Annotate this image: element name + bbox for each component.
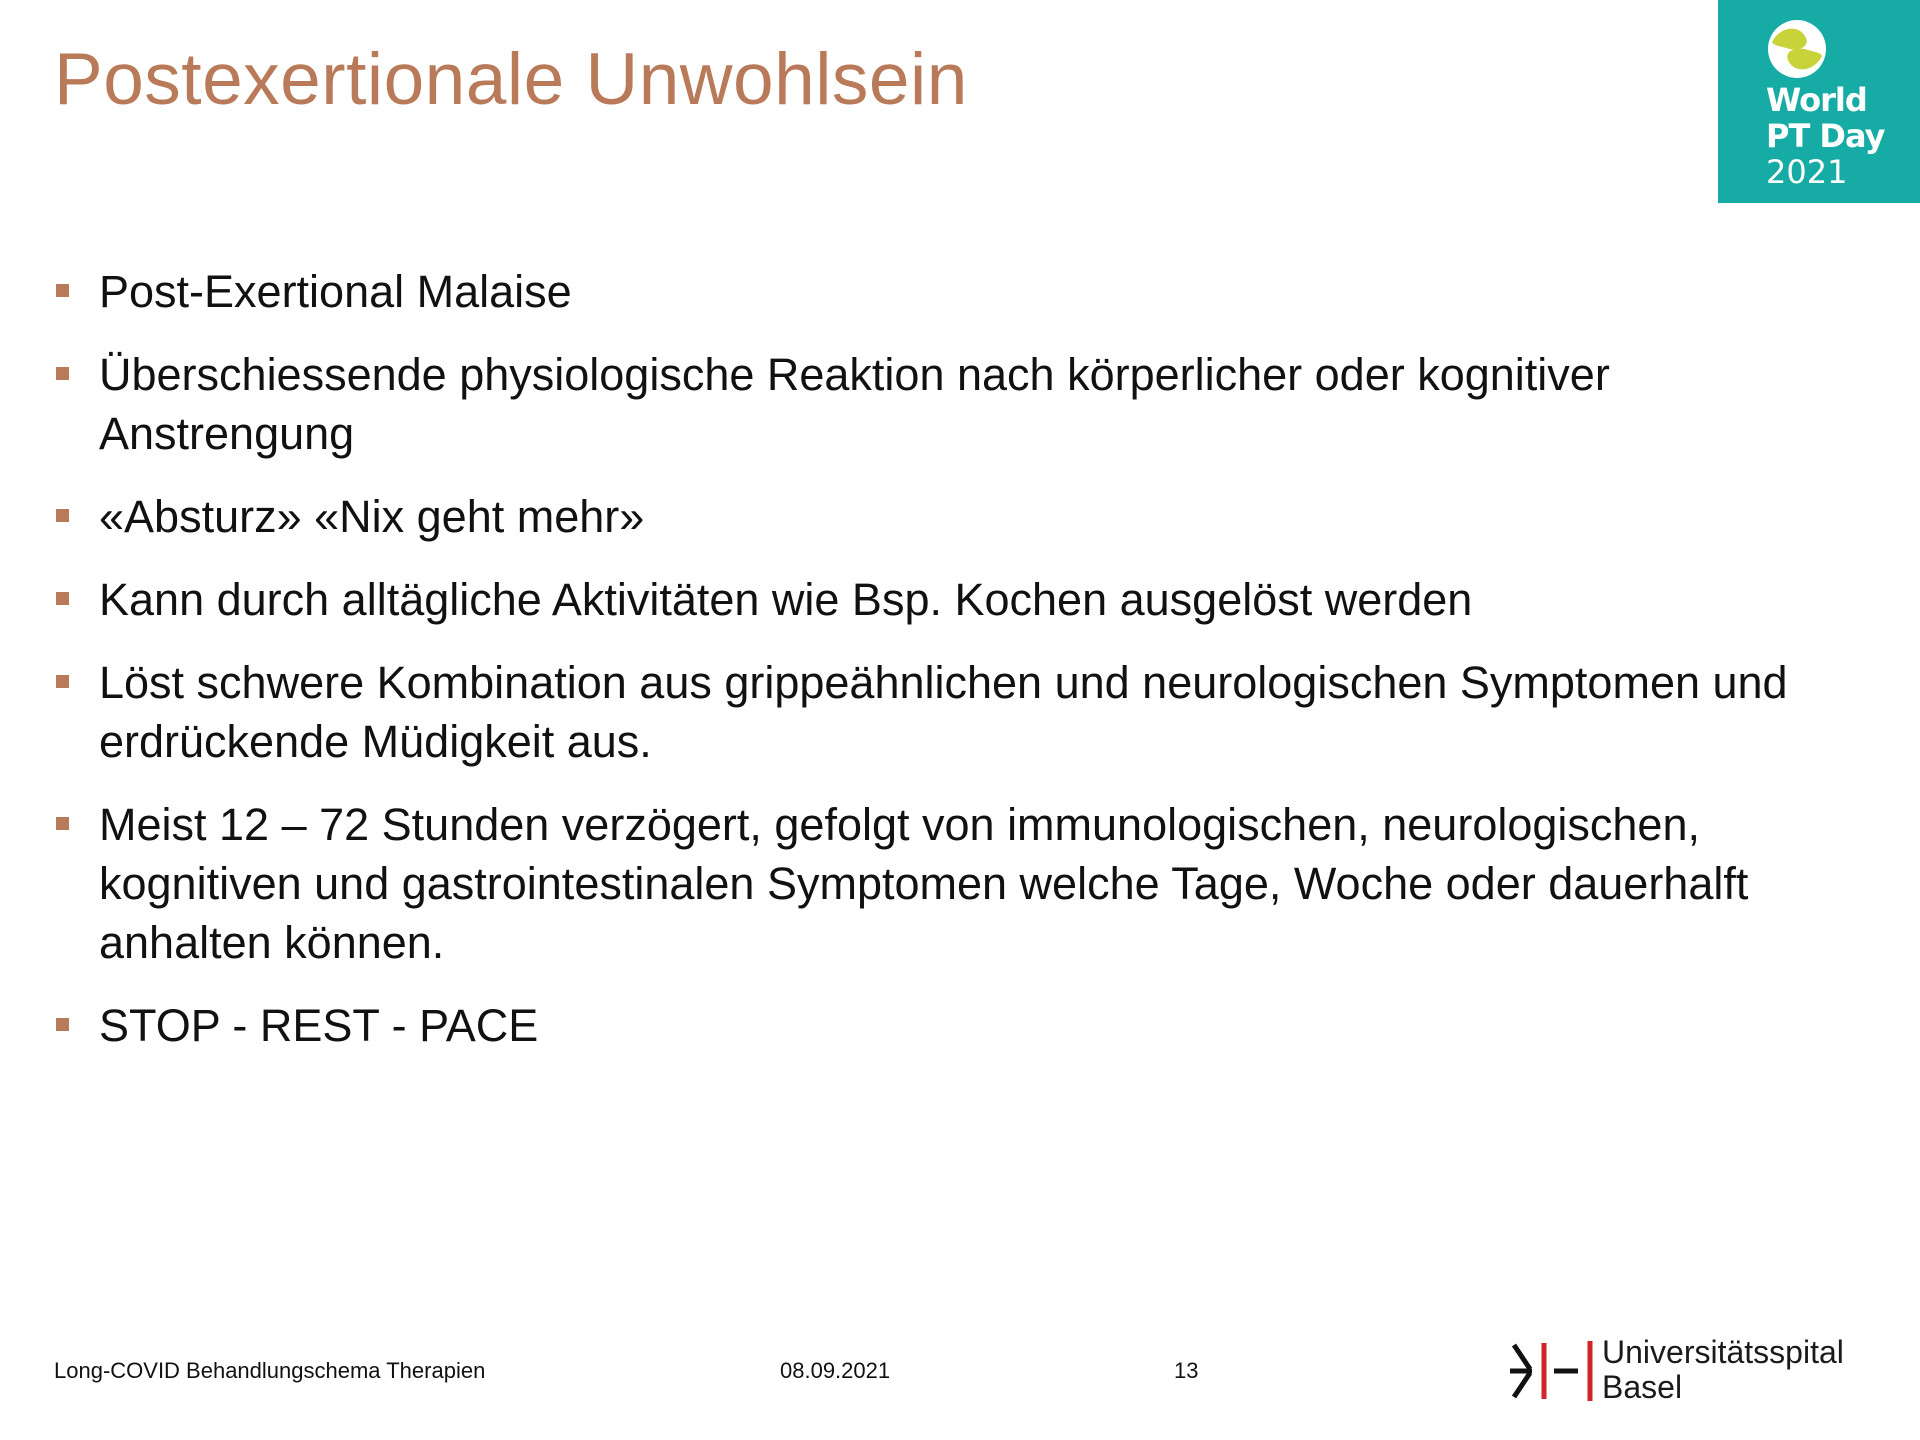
world-pt-day-logo-icon (1766, 18, 1828, 80)
bullet-text: Überschiessende physiologische Reaktion nach körperlicher oder kognitiver Anstrengung (99, 349, 1610, 459)
square-bullet-icon (56, 509, 69, 522)
bullet-text: Löst schwere Kombination aus grippeähnlichen und neurologischen Symptomen und erdrückende Müdigkeit aus. (99, 657, 1788, 767)
slide-title: Postexertionale Unwohlsein (54, 39, 968, 120)
square-bullet-icon (56, 1018, 69, 1031)
square-bullet-icon (56, 675, 69, 688)
footer-page-number: 13 (1174, 1358, 1199, 1383)
bullet-item (56, 795, 1866, 972)
logo-line-2: Basel (1602, 1369, 1683, 1405)
bullet-text: Meist 12 – 72 Stunden verzögert, gefolgt von immunologischen, neurologischen, kognitiven und gastrointestinalen Symptomen welche Tage, Woche oder dauerhalft anhalten können. (99, 799, 1749, 968)
square-bullet-icon (56, 592, 69, 605)
bullet-text: Kann durch alltägliche Aktivitäten wie Bsp. Kochen ausgelöst werden (99, 574, 1473, 625)
bullet-text: Post-Exertional Malaise (99, 266, 572, 317)
badge-text (1766, 82, 1884, 190)
badge-line-pt-day: PT Day (1766, 117, 1885, 155)
square-bullet-icon (56, 367, 69, 380)
bullet-item (56, 487, 1866, 546)
square-bullet-icon (56, 817, 69, 830)
footer-presentation-title: Long-COVID Behandlungschema Therapien (54, 1358, 486, 1383)
bullet-list (56, 262, 1866, 1079)
logo-text (1602, 1335, 1844, 1405)
bullet-text: STOP - REST - PACE (99, 1000, 539, 1051)
badge-year: 2021 (1766, 153, 1848, 191)
universitaetsspital-basel-logo (1510, 1335, 1870, 1405)
square-bullet-icon (56, 284, 69, 297)
bullet-item (56, 345, 1866, 463)
world-pt-day-badge (1718, 0, 1920, 203)
bullet-item (56, 262, 1866, 321)
bullet-item (56, 996, 1866, 1055)
usb-logo-mark-icon (1510, 1341, 1594, 1401)
footer-date: 08.09.2021 (780, 1358, 891, 1383)
bullet-text: «Absturz» «Nix geht mehr» (99, 491, 645, 542)
bullet-item (56, 570, 1866, 629)
logo-line-1: Universitätsspital (1602, 1334, 1844, 1370)
badge-line-world: World (1766, 81, 1867, 119)
bullet-item (56, 653, 1866, 771)
